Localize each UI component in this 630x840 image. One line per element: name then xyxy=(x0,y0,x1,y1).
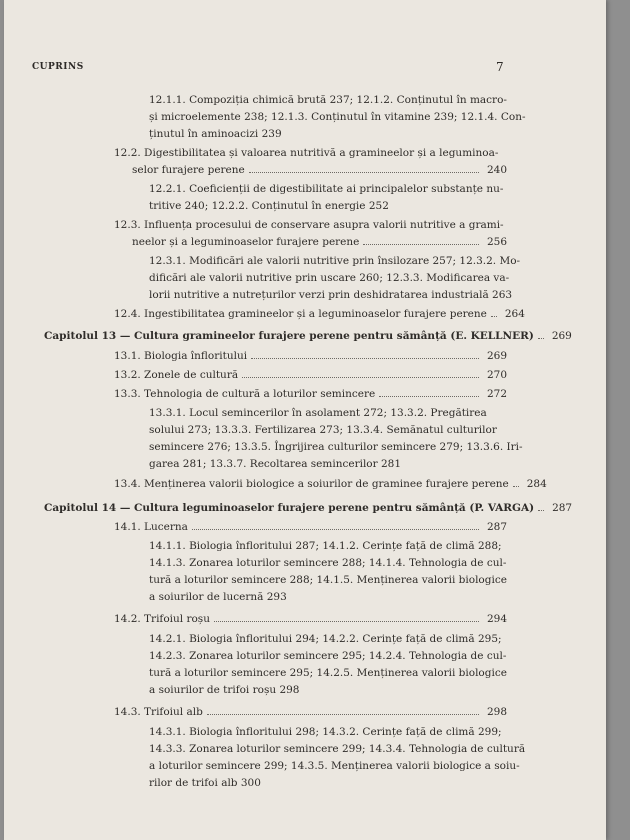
toc-entry-page: 269 xyxy=(551,330,572,342)
toc-entry-page: 240 xyxy=(486,164,507,176)
toc-chapter-entry xyxy=(44,330,572,342)
toc-entry xyxy=(114,369,507,381)
dot-leader xyxy=(513,485,519,487)
toc-entry-page: 287 xyxy=(552,502,573,514)
toc-detail-line: semincere 276; 13.3.5. Îngrijirea culturilor semincere 279; 13.3.6. Iri- xyxy=(149,441,523,453)
toc-entry-page: 284 xyxy=(526,478,547,490)
toc-detail-line: 13.3.1. Locul semincerilor în asolament 272; 13.3.2. Pregătirea xyxy=(149,407,487,419)
toc-entry-page: 298 xyxy=(486,706,507,718)
toc-detail-line: dificări ale valorii nutritive prin uscare 260; 12.3.3. Modificarea va- xyxy=(149,272,510,284)
dot-leader xyxy=(192,528,479,530)
dot-leader xyxy=(207,713,479,715)
dot-leader xyxy=(214,620,479,622)
toc-entry xyxy=(132,164,507,176)
toc-chapter-title: Capitolul 13 — Cultura gramineelor furajere perene pentru sămânță (E. KELLNER) xyxy=(44,330,534,342)
toc-entry-title: selor furajere perene xyxy=(132,164,245,176)
toc-detail-line: 14.1.1. Biologia înfloritului 287; 14.1.2. Cerințe față de climă 288; xyxy=(149,540,502,552)
toc-detail-line: 12.2.1. Coeficienții de digestibilitate ai principalelor substanțe nu- xyxy=(149,183,504,195)
toc-detail-line: a soiurilor de trifoi roșu 298 xyxy=(149,684,300,696)
toc-entry xyxy=(114,706,507,718)
toc-chapter-entry xyxy=(44,502,573,514)
toc-entry-title: 13.2. Zonele de cultură xyxy=(114,369,239,381)
toc-entry-title: 14.3. Trifoiul alb xyxy=(114,706,203,718)
toc-detail-line: 12.3.1. Modificări ale valorii nutritive prin însilozare 257; 12.3.2. Mo- xyxy=(149,255,521,267)
toc-entry-title: 13.3. Tehnologia de cultură a loturilor semincere xyxy=(114,388,376,400)
toc-detail-line: a soiurilor de lucernă 293 xyxy=(149,591,287,603)
toc-entry-title: 13.1. Biologia înfloritului xyxy=(114,350,248,362)
toc-entry-page: 264 xyxy=(504,308,525,320)
toc-entry xyxy=(114,613,507,625)
toc-entry-page: 287 xyxy=(486,521,507,533)
dot-leader xyxy=(363,243,479,245)
toc-entry-title: 12.4. Ingestibilitatea gramineelor și a leguminoaselor furajere perene xyxy=(114,308,487,320)
toc-detail-line: și microelemente 238; 12.1.3. Conținutul în vitamine 239; 12.1.4. Con- xyxy=(149,111,526,123)
toc-detail-line: lorii nutritive a nutrețurilor verzi prin deshidratarea industrială 263 xyxy=(149,289,513,301)
toc-entry-title: 14.1. Lucerna xyxy=(114,521,188,533)
toc-entry-page: 294 xyxy=(486,613,507,625)
toc-chapter-title: Capitolul 14 — Cultura leguminoaselor furajere perene pentru sămânță (P. VARGA) xyxy=(44,502,535,514)
toc-detail-line: tură a loturilor semincere 288; 14.1.5. Menținerea valorii biologice xyxy=(149,574,507,586)
toc-detail-line: solului 273; 13.3.3. Fertilizarea 273; 13.3.4. Semănatul culturilor xyxy=(149,424,497,436)
toc-detail-line: tritive 240; 12.2.2. Conținutul în energie 252 xyxy=(149,200,389,212)
page-number: 7 xyxy=(496,60,504,74)
toc-entry xyxy=(132,236,507,248)
toc-entry xyxy=(114,388,507,400)
toc-detail-line: 14.2.3. Zonarea loturilor semincere 295; 14.2.4. Tehnologia de cul- xyxy=(149,650,507,662)
toc-section-title: 12.2. Digestibilitatea și valoarea nutritivă a gramineelor și a leguminoa- xyxy=(114,147,499,159)
toc-detail-line: a loturilor semincere 299; 14.3.5. Menținerea valorii biologice a soiu- xyxy=(149,760,520,772)
dot-leader xyxy=(491,315,497,317)
toc-detail-line: 14.1.3. Zonarea loturilor semincere 288; 14.1.4. Tehnologia de cul- xyxy=(149,557,507,569)
toc-entry-page: 270 xyxy=(486,369,507,381)
toc-entry-title: 13.4. Menținerea valorii biologice a soiurilor de graminee furajere perene xyxy=(114,478,509,490)
toc-detail-line: 14.2.1. Biologia înfloritului 294; 14.2.2. Cerințe față de climă 295; xyxy=(149,633,502,645)
toc-entry-title: neelor și a leguminoaselor furajere perene xyxy=(132,236,360,248)
toc-entry xyxy=(114,521,507,533)
dot-leader xyxy=(379,395,479,397)
toc-entry xyxy=(114,478,547,490)
toc-detail-line: rilor de trifoi alb 300 xyxy=(149,777,261,789)
dot-leader xyxy=(538,509,544,511)
toc-detail-line: 14.3.3. Zonarea loturilor semincere 299; 14.3.4. Tehnologia de cultură xyxy=(149,743,526,755)
toc-detail-line: garea 281; 13.3.7. Recoltarea semincerilor 281 xyxy=(149,458,402,470)
toc-entry-page: 269 xyxy=(486,350,507,362)
toc-entry-page: 256 xyxy=(486,236,507,248)
toc-detail-line: 14.3.1. Biologia înfloritului 298; 14.3.2. Cerințe față de climă 299; xyxy=(149,726,502,738)
toc-detail-line: ținutul în aminoacizi 239 xyxy=(149,128,282,140)
toc-entry-title: 14.2. Trifoiul roșu xyxy=(114,613,210,625)
dot-leader xyxy=(242,376,479,378)
toc-entry xyxy=(114,350,507,362)
dot-leader xyxy=(538,337,544,339)
toc-detail-line: 12.1.1. Compoziția chimică brută 237; 12.1.2. Conținutul în macro- xyxy=(149,94,507,106)
toc-section-title: 12.3. Influența procesului de conservare asupra valorii nutritive a grami- xyxy=(114,219,504,231)
toc-detail-line: tură a loturilor semincere 295; 14.2.5. Menținerea valorii biologice xyxy=(149,667,507,679)
dot-leader xyxy=(249,171,479,173)
toc-entry xyxy=(114,308,525,320)
running-header-section: CUPRINS xyxy=(32,62,84,72)
toc-entry-page: 272 xyxy=(486,388,507,400)
book-page xyxy=(4,0,606,840)
dot-leader xyxy=(251,357,479,359)
